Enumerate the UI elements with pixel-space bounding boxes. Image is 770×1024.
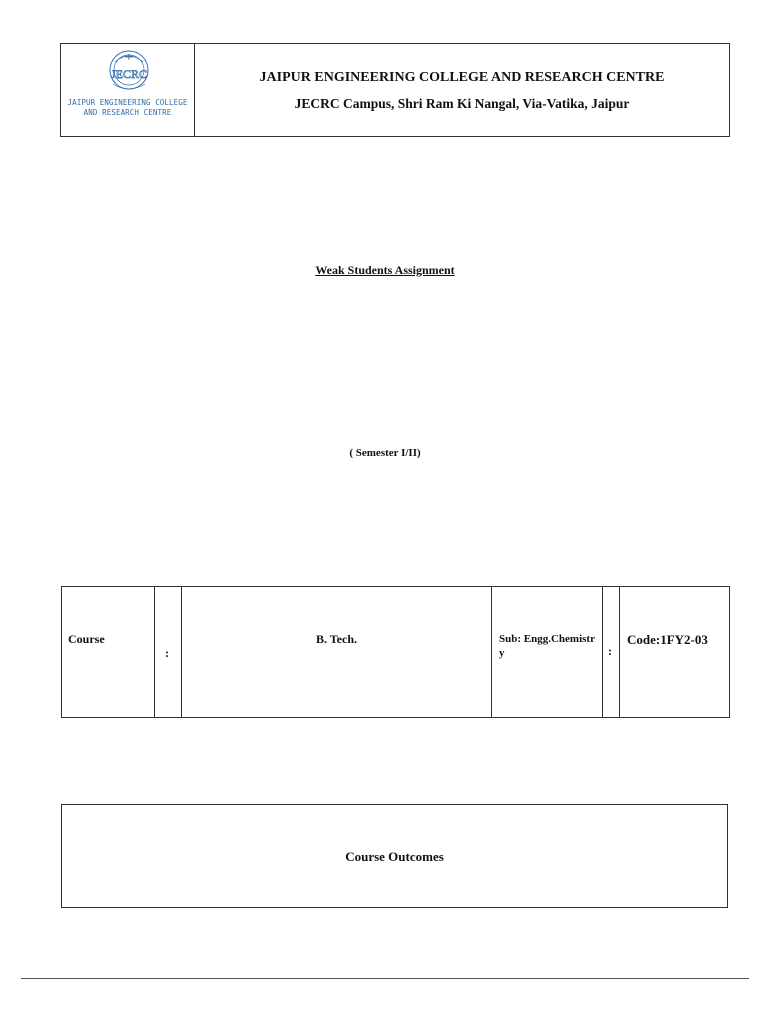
- letterhead: [60, 43, 730, 137]
- course-code: Code:1FY2-03: [627, 632, 708, 647]
- college-address: JECRC Campus, Shri Ram Ki Nangal, Via-Vatika, Jaipur: [294, 96, 630, 111]
- svg-text:JECRC: JECRC: [110, 67, 148, 81]
- course-info-table: [61, 586, 730, 718]
- jecrc-logo-icon: [105, 48, 153, 100]
- separator-colon-2: :: [608, 644, 612, 658]
- code-cell: [620, 587, 729, 717]
- course-label-cell: [62, 587, 155, 717]
- separator-cell-2: [603, 587, 620, 717]
- separator-cell-1: [155, 587, 182, 717]
- course-value: B. Tech.: [315, 632, 357, 646]
- course-value-cell: [182, 587, 492, 717]
- subject-cell: [492, 587, 603, 717]
- separator-colon-1: :: [165, 646, 169, 660]
- course-label: Course: [68, 632, 105, 646]
- letterhead-title-cell: [195, 44, 729, 136]
- document-title-text: Weak Students Assignment: [315, 263, 455, 277]
- semester-label: ( Semester I/II): [349, 447, 421, 459]
- logo-caption-line-2: AND RESEARCH CENTRE: [83, 108, 172, 117]
- college-logo: [61, 44, 195, 136]
- logo-caption-line-1: JAIPUR ENGINEERING COLLEGE: [67, 98, 188, 107]
- course-outcomes-label: Course Outcomes: [345, 849, 444, 864]
- footer-divider: [21, 978, 749, 979]
- subject-label: Sub: Engg.Chemistry: [499, 633, 595, 659]
- college-name: JAIPUR ENGINEERING COLLEGE AND RESEARCH CENTRE: [259, 70, 665, 85]
- course-outcomes-box: [61, 804, 728, 908]
- logo-caption: [61, 98, 194, 118]
- document-title: [0, 263, 770, 278]
